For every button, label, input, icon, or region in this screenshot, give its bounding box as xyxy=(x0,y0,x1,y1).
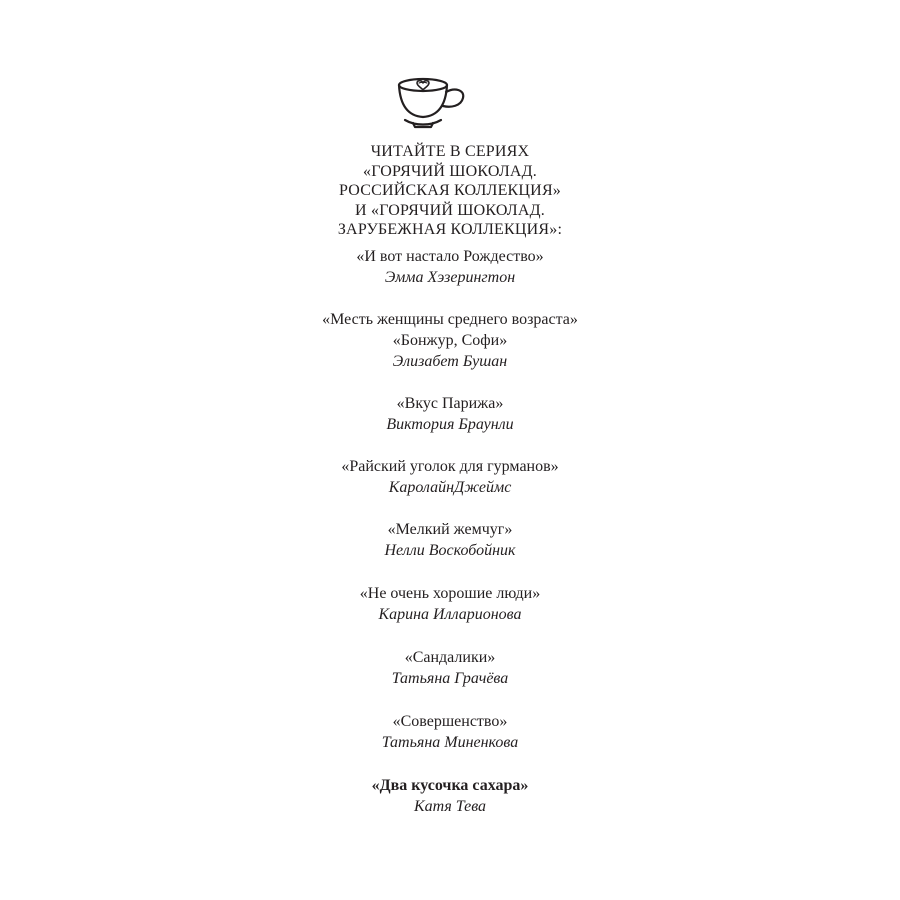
book-title: «Два кусочка сахара» xyxy=(371,777,529,794)
book-author: Татьяна Грачёва xyxy=(391,670,509,687)
book-title: «Не очень хорошие люди» xyxy=(359,585,541,602)
series-heading-line: И «ГОРЯЧИЙ ШОКОЛАД. xyxy=(355,201,545,219)
book-author: Элизабет Бушан xyxy=(392,353,508,370)
series-heading-line: РОССИЙСКАЯ КОЛЛЕКЦИЯ» xyxy=(338,182,562,199)
book-entry xyxy=(0,519,900,561)
series-heading-line: «ГОРЯЧИЙ ШОКОЛАД. xyxy=(363,162,537,180)
book-entry xyxy=(0,647,900,689)
book-title: «Сандалики» xyxy=(404,649,496,666)
book-entry xyxy=(0,583,900,625)
book-author: КаролайнДжеймс xyxy=(388,479,512,496)
book-title: «Вкус Парижа» xyxy=(396,395,504,412)
book-title: «Райский уголок для гурманов» xyxy=(341,458,559,475)
book-author: Татьяна Миненкова xyxy=(381,734,519,751)
book-author: Нелли Воскобойник xyxy=(384,542,516,559)
series-heading-line: ЗАРУБЕЖНАЯ КОЛЛЕКЦИЯ»: xyxy=(337,221,563,238)
book-entry xyxy=(0,309,900,372)
book-author: Виктория Браунли xyxy=(386,416,514,433)
book-entry xyxy=(0,456,900,498)
book-title: «Месть женщины среднего возраста» xyxy=(322,311,578,328)
series-heading-line: ЧИТАЙТЕ В СЕРИЯХ xyxy=(370,143,530,160)
book-subtitle: «Бонжур, Софи» xyxy=(392,332,508,349)
book-title: «И вот настало Рождество» xyxy=(356,248,544,265)
book-entry xyxy=(0,246,900,288)
book-author: Эмма Хэзерингтон xyxy=(384,269,516,286)
book-author: Карина Илларионова xyxy=(378,606,522,623)
book-entry xyxy=(0,393,900,435)
book-title: «Мелкий жемчуг» xyxy=(387,521,513,538)
book-entry xyxy=(0,711,900,753)
book-title: «Совершенство» xyxy=(392,713,508,730)
book-author: Катя Тева xyxy=(413,798,487,815)
book-entry-highlighted xyxy=(0,775,900,817)
